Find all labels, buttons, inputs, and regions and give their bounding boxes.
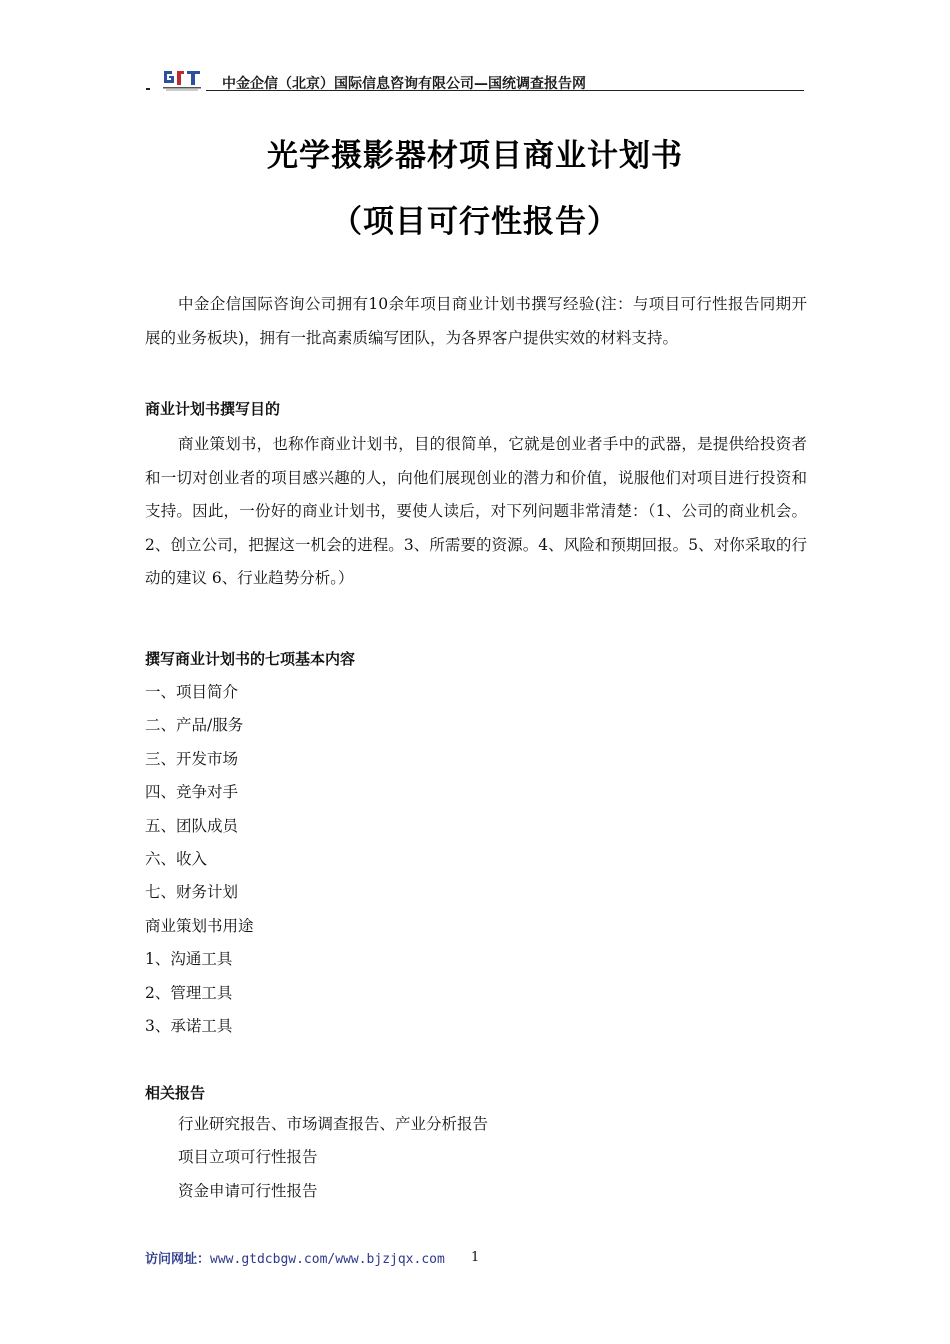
purpose-text: 商业策划书，也称作商业计划书，目的很简单，它就是创业者手中的武器，是提供给投资者和一切对创业者的项目感兴趣的人，向他们展现创业的潜力和价值，说服他们对项目进行投资和支持。因此，一份好的商业计划书，要使人读后，对下列问题非常清楚：（1、公司的商业机会。2、创立公司，把握这一机会的进程。3、所需要的资源。4、风险和预期回报。5、对你采取的行动的建议 6、行业趋势分析。） bbox=[145, 435, 807, 587]
list-item: 三、开发市场 bbox=[145, 749, 239, 768]
list-item: 3、承诺工具 bbox=[145, 1017, 233, 1036]
intro-paragraph bbox=[145, 288, 807, 355]
list-item: 2、管理工具 bbox=[145, 983, 233, 1002]
list-item: 资金申请可行性报告 bbox=[178, 1181, 318, 1200]
list-item: 五、团队成员 bbox=[145, 816, 239, 835]
list-item: 一、项目简介 bbox=[145, 683, 239, 701]
list-item: 二、产品/服务 bbox=[145, 716, 244, 735]
purpose-paragraph bbox=[145, 428, 807, 596]
list-item: 四、竞争对手 bbox=[145, 783, 239, 802]
header-mark bbox=[146, 88, 150, 90]
gtr-logo-icon bbox=[160, 68, 206, 92]
footer-label: 访问网址： bbox=[145, 1252, 211, 1267]
section-heading-contents: 撰写商业计划书的七项基本内容 bbox=[145, 650, 356, 668]
page-header bbox=[146, 66, 806, 96]
document-subtitle: （项目可行性报告） bbox=[331, 204, 619, 240]
list-item: 1、沟通工具 bbox=[145, 950, 233, 969]
page-footer bbox=[145, 1248, 445, 1267]
section-heading-related: 相关报告 bbox=[145, 1084, 206, 1102]
list-item: 行业研究报告、市场调查报告、产业分析报告 bbox=[178, 1115, 489, 1133]
header-company: 中金企信（北京）国际信息咨询有限公司—国统调查报告网 bbox=[222, 76, 586, 92]
intro-text: 中金企信国际咨询公司拥有10余年项目商业计划书撰写经验(注：与项目可行性报告同期开展的业务板块)，拥有一批高素质编写团队，为各界客户提供实效的材料支持。 bbox=[145, 295, 807, 347]
list-item: 七、财务计划 bbox=[145, 883, 239, 902]
list-item: 项目立项可行性报告 bbox=[178, 1148, 318, 1167]
list-item: 六、收入 bbox=[145, 850, 208, 869]
page-number: 1 bbox=[471, 1250, 480, 1265]
footer-url-link[interactable]: www.gtdcbgw.com/www.bjzjqx.com bbox=[210, 1252, 445, 1267]
list-item: 商业策划书用途 bbox=[145, 916, 254, 935]
section-heading-purpose: 商业计划书撰写目的 bbox=[145, 400, 281, 418]
contents-list bbox=[145, 676, 254, 1043]
related-reports-list bbox=[178, 1108, 488, 1208]
document-title: 光学摄影器材项目商业计划书 bbox=[267, 138, 683, 174]
